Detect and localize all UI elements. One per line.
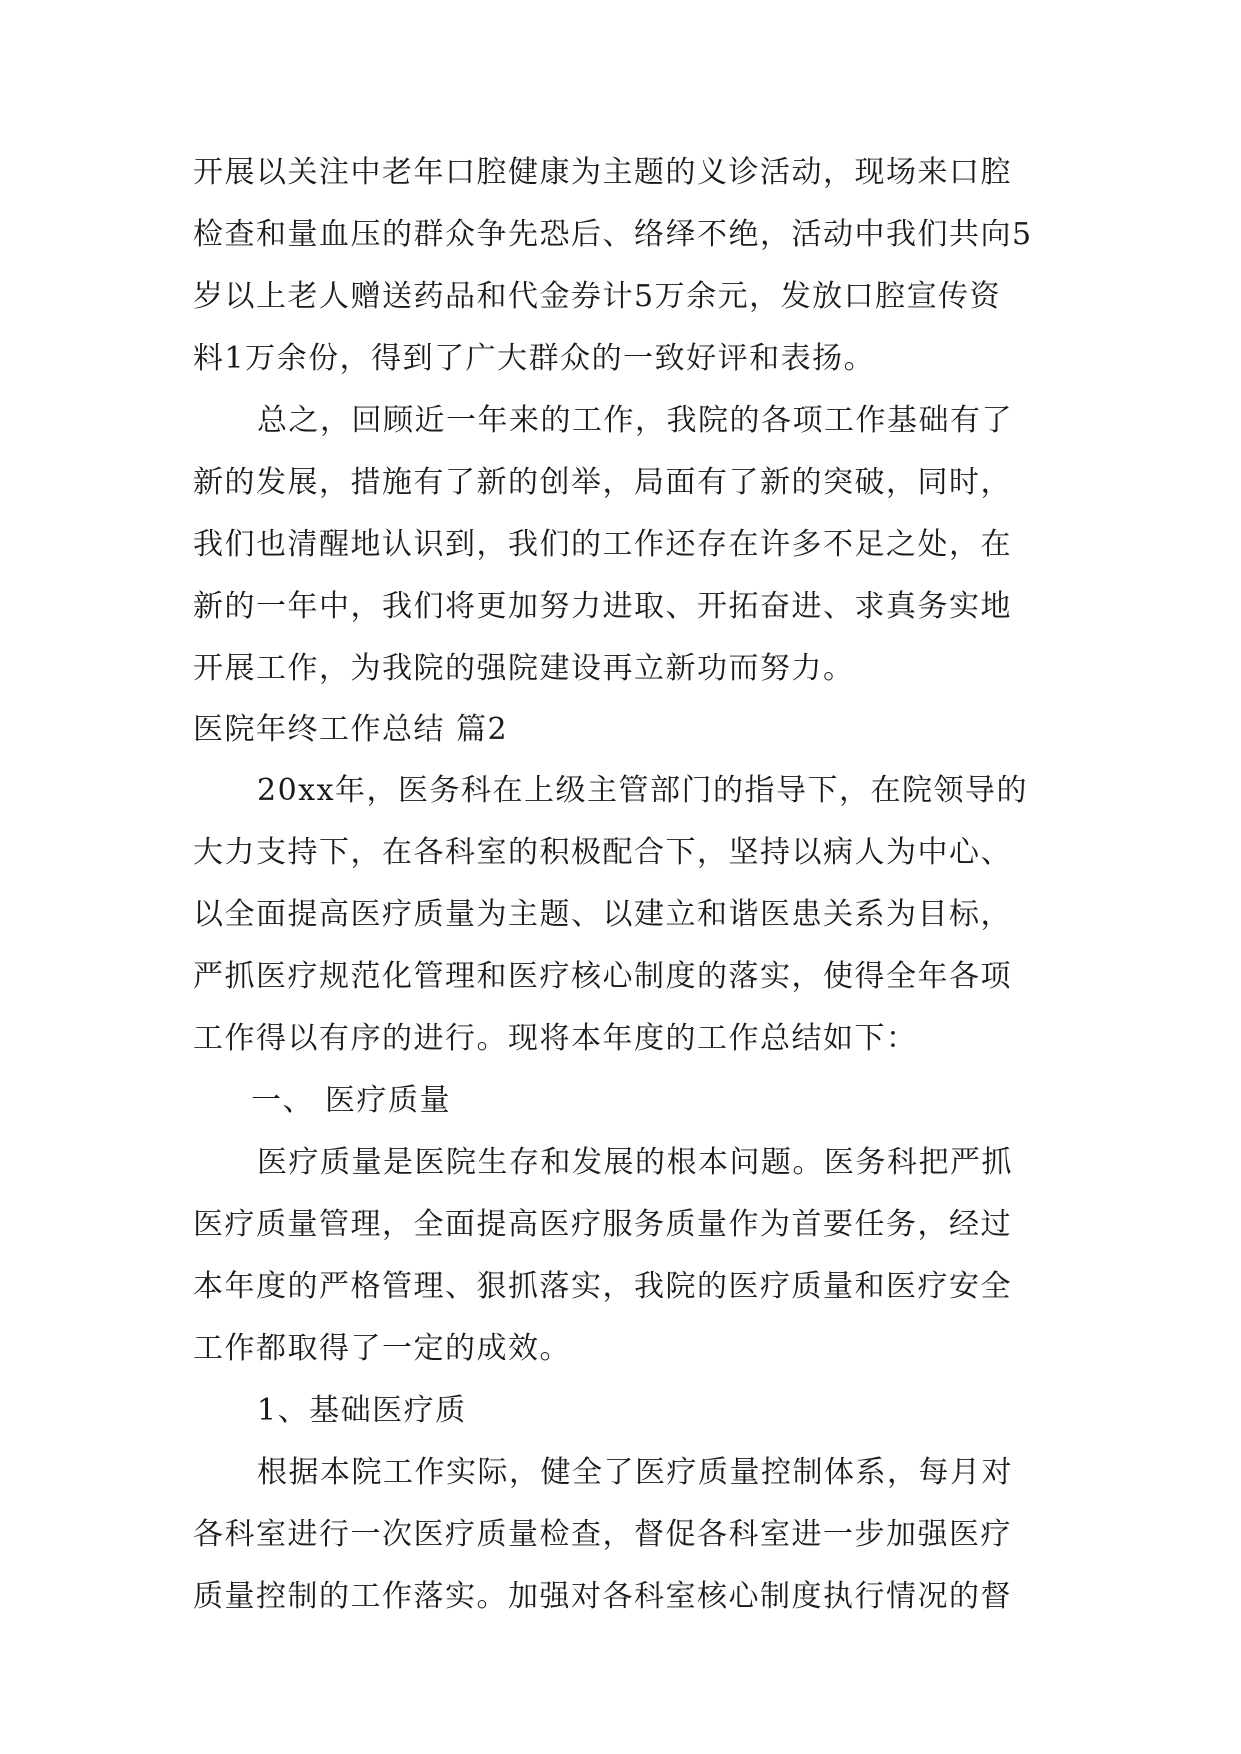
text-line: 工作得以有序的进行。现将本年度的工作总结如下： bbox=[193, 1021, 918, 1056]
text-line: 我们也清醒地认识到，我们的工作还存在许多不足之处，在 bbox=[193, 527, 1012, 562]
text-line: 岁以上老人赠送药品和代金券计5万余元，发放口腔宣传资 bbox=[193, 279, 1002, 314]
text-line: 开展以关注中老年口腔健康为主题的义诊活动，现场来口腔 bbox=[193, 155, 1012, 190]
paragraph-first-line: 医疗质量是医院生存和发展的根本问题。医务科把严抓 bbox=[257, 1145, 1013, 1180]
text-line: 本年度的严格管理、狠抓落实，我院的医疗质量和医疗安全 bbox=[193, 1269, 1012, 1304]
text-line: 严抓医疗规范化管理和医疗核心制度的落实，使得全年各项 bbox=[193, 959, 1012, 994]
text-line: 新的发展，措施有了新的创举，局面有了新的突破，同时， bbox=[193, 465, 1012, 500]
text-line: 大力支持下，在各科室的积极配合下，坚持以病人为中心、 bbox=[193, 835, 1012, 870]
text-line: 各科室进行一次医疗质量检查，督促各科室进一步加强医疗 bbox=[193, 1517, 1012, 1552]
text-line: 工作都取得了一定的成效。 bbox=[193, 1331, 571, 1366]
text-line: 质量控制的工作落实。加强对各科室核心制度执行情况的督 bbox=[193, 1579, 1012, 1614]
subsection-heading: 1、基础医疗质 bbox=[257, 1393, 467, 1428]
text-line: 开展工作，为我院的强院建设再立新功而努力。 bbox=[193, 651, 855, 686]
text-line: 新的一年中，我们将更加努力进取、开拓奋进、求真务实地 bbox=[193, 589, 1012, 624]
text-line: 检查和量血压的群众争先恐后、络绎不绝，活动中我们共向5 bbox=[193, 217, 1033, 252]
paragraph-first-line: 根据本院工作实际，健全了医疗质量控制体系，每月对 bbox=[257, 1455, 1013, 1490]
subsection-heading: 一、 医疗质量 bbox=[251, 1083, 452, 1118]
paragraph-first-line: 20xx年，医务科在上级主管部门的指导下，在院领导的 bbox=[257, 773, 1029, 808]
section-heading: 医院年终工作总结 篇2 bbox=[193, 712, 509, 747]
paragraph-first-line: 总之，回顾近一年来的工作，我院的各项工作基础有了 bbox=[257, 403, 1013, 438]
text-line: 医疗质量管理，全面提高医疗服务质量作为首要任务，经过 bbox=[193, 1207, 1012, 1242]
text-line: 料1万余份，得到了广大群众的一致好评和表扬。 bbox=[193, 341, 876, 376]
text-line: 以全面提高医疗质量为主题、以建立和谐医患关系为目标， bbox=[193, 897, 1012, 932]
